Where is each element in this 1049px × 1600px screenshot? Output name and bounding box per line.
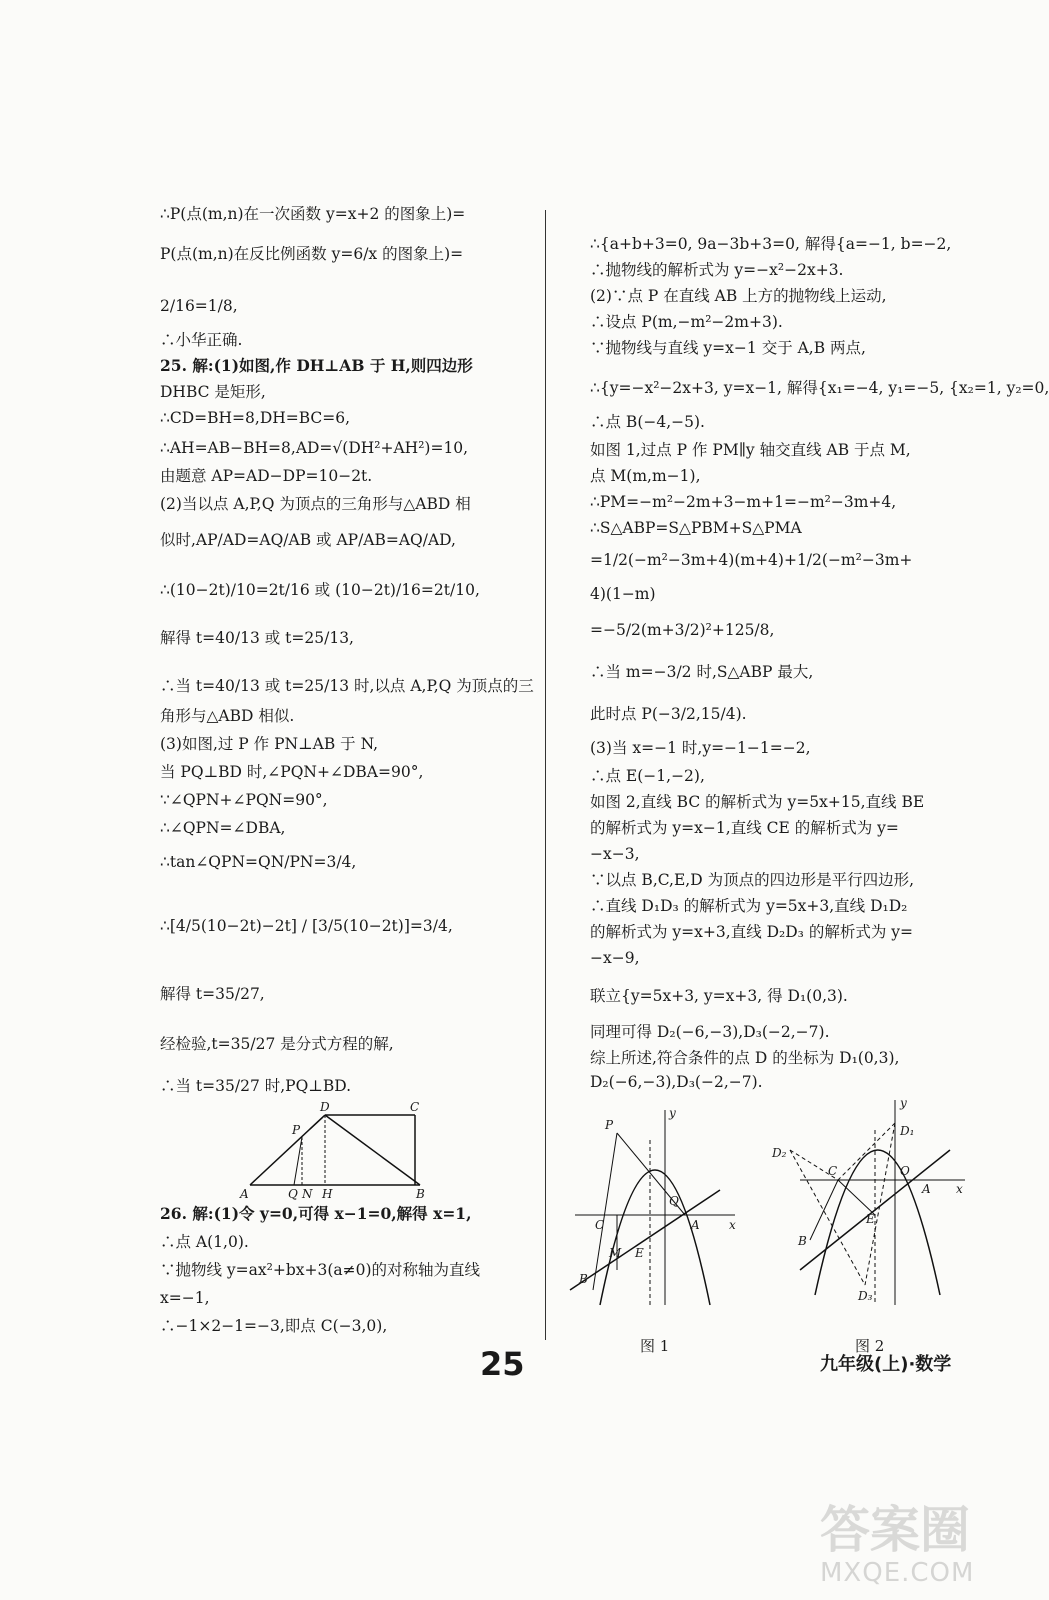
problem-25-heading: 25. 解:(1)如图,作 DH⊥AB 于 H,则四边形 [160,356,473,375]
text-line: 点 M(m,m−1), [590,467,701,485]
text-line: 由题意 AP=AD−DP=10−2t. [160,467,373,485]
text-line: ∵抛物线与直线 y=x−1 交于 A,B 两点, [590,339,866,357]
text-line: DHBC 是矩形, [160,383,266,401]
label-Q: Q [288,1187,298,1201]
text-line: ∴当 t=40/13 或 t=25/13 时,以点 A,P,Q 为顶点的三 [160,677,534,695]
text-line: ∴点 B(−4,−5). [590,413,705,431]
label-H: H [322,1187,333,1201]
text-line: ∴CD=BH=8,DH=BC=6, [160,409,351,427]
arrow-DP [310,1117,323,1129]
label-A: A [240,1187,249,1201]
watermark-url: MXQE.COM [820,1558,975,1588]
figure-2-caption: 图 2 [855,1337,885,1355]
segment-CB [810,1180,838,1240]
label-B: B [579,1272,588,1286]
label-B: B [416,1187,425,1201]
grade-subject-label: 九年级(上)·数学 [820,1354,952,1375]
text-line: ∴点 E(−1,−2), [590,767,705,785]
watermark-cn-text: 答案圈 [820,1501,970,1559]
text-line: ∴∠QPN=∠DBA, [160,819,286,837]
text-line: ∴直线 D₁D₃ 的解析式为 y=5x+3,直线 D₁D₂ [590,897,908,915]
text-line: =1/2(−m²−3m+4)(m+4)+1/2(−m²−3m+ [590,551,913,569]
text-line: 经检验,t=35/27 是分式方程的解, [160,1035,394,1053]
label-N: N [302,1187,313,1201]
text-line: (2)当以点 A,P,Q 为顶点的三角形与△ABD 相 [160,495,471,513]
text-line: 的解析式为 y=x−1,直线 CE 的解析式为 y= [590,819,899,837]
text-line: 如图 1,过点 P 作 PM∥y 轴交直线 AB 于点 M, [590,441,911,459]
label-C: C [595,1218,605,1232]
text-line: 同理可得 D₂(−6,−3),D₃(−2,−7). [590,1023,830,1041]
text-line: 2/16=1/8, [160,297,238,315]
text-line: ∴当 m=−3/2 时,S△ABP 最大, [590,663,814,681]
text-line: 当 PQ⊥BD 时,∠PQN+∠DBA=90°, [160,763,424,781]
label-E: E [866,1212,875,1226]
text-line: −x−9, [590,949,640,967]
text-line: ∴当 t=35/27 时,PQ⊥BD. [160,1077,352,1095]
figure-25-diagram [230,1100,450,1200]
label-y: y [900,1096,907,1110]
line-AB [570,1190,720,1290]
problem-26-heading: 26. 解:(1)令 y=0,可得 x−1=0,解得 x=1, [160,1204,472,1223]
label-D: D [320,1100,330,1114]
text-line: ∴{y=−x²−2x+3, y=x−1, 解得{x₁=−4, y₁=−5, {x₂=1, y₂=0, [590,379,1049,397]
text-line: ∴−1×2−1=−3,即点 C(−3,0), [160,1317,388,1335]
text-line: (3)当 x=−1 时,y=−1−1=−2, [590,739,811,757]
segment-CE [838,1180,875,1215]
segment-PQ [294,1137,302,1185]
label-P: P [605,1118,614,1132]
label-E: E [635,1246,644,1260]
text-line: 综上所述,符合条件的点 D 的坐标为 D₁(0,3), [590,1049,900,1067]
text-line: ∵∠QPN+∠PQN=90°, [160,791,328,809]
label-P: P [292,1123,301,1137]
figure-1-caption: 图 1 [640,1337,670,1355]
text-line: ∴小华正确. [160,331,243,349]
text-line: ∴P(点(m,n)在一次函数 y=x+2 的图象上)= [160,205,466,223]
text-line: ∵抛物线 y=ax²+bx+3(a≠0)的对称轴为直线 [160,1261,481,1279]
text-line: 的解析式为 y=x+3,直线 D₂D₃ 的解析式为 y= [590,923,913,941]
text-line: 角形与△ABD 相似. [160,707,295,725]
text-line: =−5/2(m+3/2)²+125/8, [590,621,775,639]
text-line: (3)如图,过 P 作 PN⊥AB 于 N, [160,735,379,753]
text-line: ∴点 A(1,0). [160,1233,249,1251]
text-line: 似时,AP/AD=AQ/AB 或 AP/AB=AQ/AD, [160,531,456,549]
label-C: C [410,1100,420,1114]
text-line: P(点(m,n)在反比例函数 y=6/x 的图象上)= [160,245,464,263]
label-x: x [729,1218,736,1232]
label-x: x [956,1182,963,1196]
label-A: A [691,1218,700,1232]
text-line: D₂(−6,−3),D₃(−2,−7). [590,1073,763,1091]
figure-1-parabola-graph [565,1105,745,1315]
figure-2-parabola-graph [770,1095,970,1315]
label-B: B [798,1234,807,1248]
text-line: 4)(1−m) [590,585,656,603]
label-Q: Q [669,1194,679,1208]
segment-D1D3 [865,1123,895,1285]
segment-DB [325,1115,420,1185]
label-A: A [922,1182,931,1196]
text-line: ∵以点 B,C,E,D 为顶点的四边形是平行四边形, [590,871,915,889]
text-line: −x−3, [590,845,640,863]
label-D1: D₁ [900,1124,915,1138]
text-line: ∴(10−2t)/10=2t/16 或 (10−2t)/16=2t/10, [160,581,480,599]
label-O: O [900,1164,910,1178]
text-line: ∴PM=−m²−2m+3−m+1=−m²−3m+4, [590,493,897,511]
text-line: ∴[4/5(10−2t)−2t] / [3/5(10−2t)]=3/4, [160,917,453,935]
text-line: 解得 t=40/13 或 t=25/13, [160,629,354,647]
label-D2: D₂ [772,1146,787,1160]
text-line: x=−1, [160,1289,210,1307]
label-C: C [828,1164,838,1178]
text-line: 此时点 P(−3/2,15/4). [590,705,747,723]
text-line: ∴抛物线的解析式为 y=−x²−2x+3. [590,261,844,279]
text-line: ∴S△ABP=S△PBM+S△PMA [590,519,802,537]
text-line: (2)∵点 P 在直线 AB 上方的抛物线上运动, [590,287,887,305]
text-line: ∴{a+b+3=0, 9a−3b+3=0, 解得{a=−1, b=−2, [590,235,952,253]
text-line: 解得 t=35/27, [160,985,265,1003]
label-y: y [669,1106,676,1120]
watermark-logo [820,1490,990,1590]
text-line: ∴设点 P(m,−m²−2m+3). [590,313,783,331]
text-line: ∴AH=AB−BH=8,AD=√(DH²+AH²)=10, [160,439,469,457]
page-number: 25 [480,1345,525,1383]
label-M: M [609,1246,622,1260]
text-line: ∴tan∠QPN=QN/PN=3/4, [160,853,357,871]
column-divider [545,210,546,1340]
label-D3: D₃ [858,1289,873,1303]
text-line: 联立{y=5x+3, y=x+3, 得 D₁(0,3). [590,987,848,1005]
text-line: 如图 2,直线 BC 的解析式为 y=5x+15,直线 BE [590,793,925,811]
